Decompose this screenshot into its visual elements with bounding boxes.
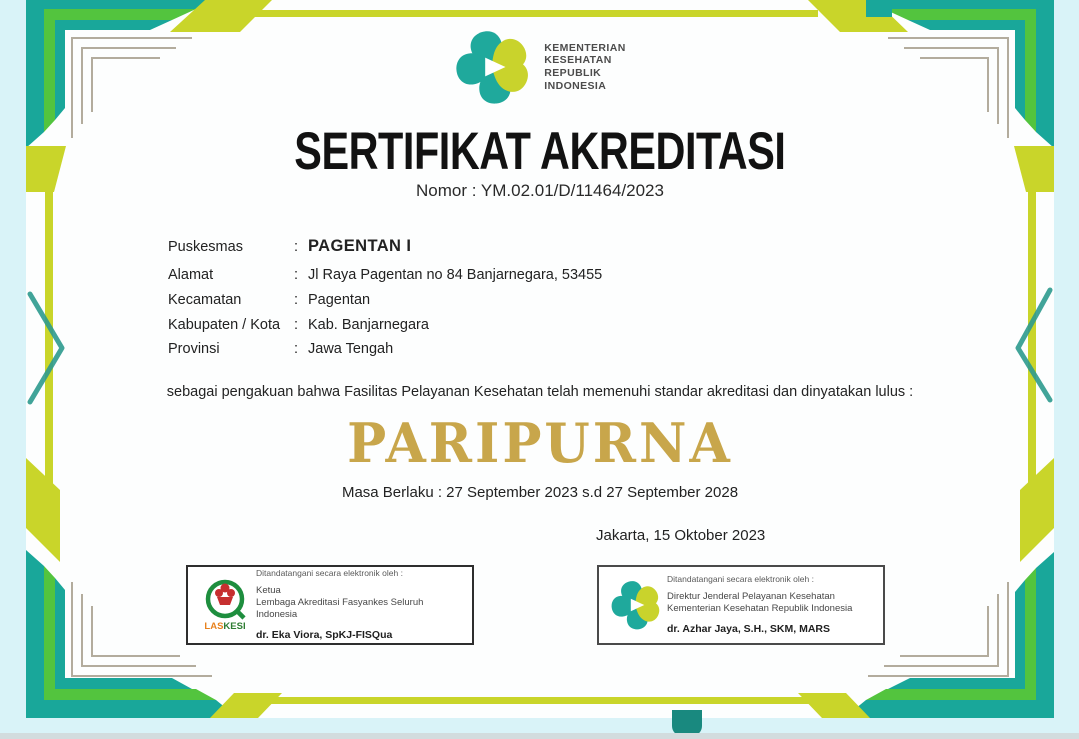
signer-role-line: Kementerian Kesehatan Republik Indonesia bbox=[667, 603, 853, 615]
signature-box-kemenkes bbox=[597, 565, 885, 645]
certificate-number: Nomor : YM.02.01/D/11464/2023 bbox=[416, 181, 664, 200]
signature-text bbox=[667, 574, 877, 637]
ministry-name-line: REPUBLIK bbox=[544, 67, 602, 79]
ministry-header bbox=[26, 28, 1054, 106]
ministry-name bbox=[544, 42, 625, 92]
detail-row-kabupaten: Kabupaten / Kota : Kab. Banjarnegara bbox=[168, 317, 429, 333]
kemenkes-logo-icon bbox=[605, 579, 667, 631]
signature-text bbox=[256, 568, 466, 642]
laskesi-logo-icon bbox=[194, 576, 256, 634]
ministry-name-line: INDONESIA bbox=[544, 79, 607, 92]
bottom-edge-strip bbox=[0, 733, 1079, 739]
esign-note: Ditandatangani secara elektronik oleh : bbox=[256, 567, 403, 578]
ministry-name-line: KEMENTERIAN bbox=[544, 41, 626, 54]
signer-role-line: Ketua bbox=[256, 585, 281, 597]
recognition-statement: sebagai pengakuan bahwa Fasilitas Pelayanan Kesehatan telah memenuhi standar akreditasi dan dinyatakan lulus : bbox=[166, 384, 914, 400]
certificate-title: SERTIFIKAT AKREDITASI bbox=[294, 121, 786, 181]
signer-name: dr. Eka Viora, SpKJ-FISQua bbox=[256, 629, 393, 642]
detail-row-provinsi: Provinsi : Jawa Tengah bbox=[168, 341, 394, 357]
signer-name: dr. Azhar Jaya, S.H., SKM, MARS bbox=[667, 623, 830, 636]
accreditation-grade: PARIPURNA bbox=[347, 411, 733, 476]
place-and-date: Jakarta, 15 Oktober 2023 bbox=[596, 527, 766, 544]
validity-period: Masa Berlaku : 27 September 2023 s.d 27 September 2028 bbox=[341, 484, 739, 501]
kemenkes-logo-icon bbox=[610, 579, 662, 631]
signature-box-laskesi bbox=[186, 565, 474, 645]
laskesi-logo-icon bbox=[198, 576, 252, 634]
signer-role-line: Direktur Jenderal Pelayanan Kesehatan bbox=[667, 591, 835, 603]
detail-row-alamat: Alamat : Jl Raya Pagentan no 84 Banjarnegara, 53455 bbox=[168, 267, 603, 283]
detail-row-puskesmas: Puskesmas : PAGENTAN I bbox=[168, 237, 412, 255]
signer-role-line: Lembaga Akreditasi Fasyankes Seluruh Indonesia bbox=[256, 597, 424, 621]
svg-text:LASKESI: LASKESI bbox=[204, 621, 246, 632]
ministry-name-line: KESEHATAN bbox=[544, 54, 612, 67]
kemenkes-logo-icon bbox=[454, 28, 532, 106]
top-right-tab-decoration bbox=[866, 0, 892, 17]
detail-row-kecamatan: Kecamatan : Pagentan bbox=[168, 292, 371, 308]
esign-note: Ditandatangani secara elektronik oleh : bbox=[667, 573, 814, 584]
